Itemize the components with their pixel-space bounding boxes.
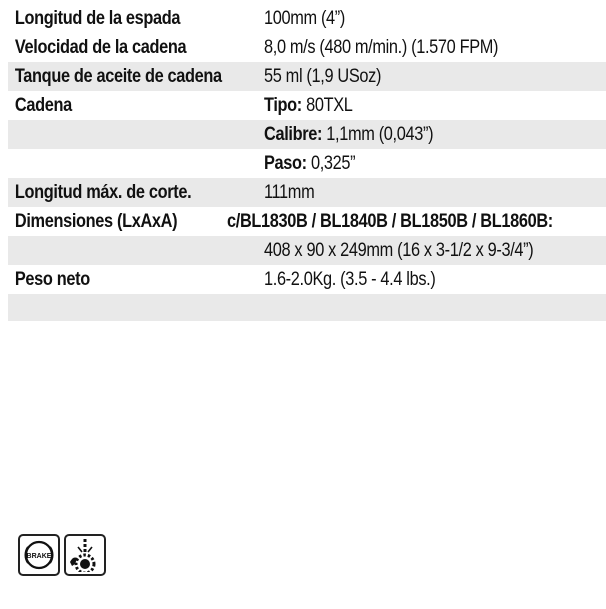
spec-value: 80TXL: [301, 94, 353, 116]
spec-row-empty: [8, 294, 606, 321]
spec-label: Longitud de la espada: [14, 7, 181, 29]
brake-icon-text: BRAKE: [26, 553, 52, 560]
spec-row-chain-type: [8, 91, 606, 120]
feature-icons: [18, 534, 106, 576]
brake-icon-graphic: [22, 538, 56, 572]
spec-label: Velocidad de la cadena: [14, 36, 187, 58]
spec-value: 1.6-2.0Kg. (3.5 - 4.4 lbs.): [264, 268, 436, 290]
spec-value: 100mm (4”): [264, 7, 346, 29]
spec-value: 408 x 90 x 249mm (16 x 3-1/2 x 9-3/4”): [264, 239, 534, 261]
spec-value: 8,0 m/s (480 m/min.) (1.570 FPM): [264, 36, 499, 58]
spec-row-bar-length: [8, 4, 606, 33]
spec-label: Tanque de aceite de cadena: [14, 65, 222, 87]
spec-value: c/BL1830B / BL1840B / BL1850B / BL1860B:: [227, 210, 553, 232]
spec-row-chain-gauge: [8, 120, 606, 149]
spec-value-group: [264, 95, 353, 117]
spec-value: 111mm: [264, 181, 315, 203]
spec-value-group: [264, 153, 355, 175]
spec-table: [8, 4, 606, 321]
spec-label: Peso neto: [14, 268, 90, 290]
spec-label: Cadena: [14, 94, 72, 116]
spec-label: Longitud máx. de corte.: [14, 181, 192, 203]
spec-row-net-weight: [8, 265, 606, 294]
spec-row-chain-speed: [8, 33, 606, 62]
spec-key: Tipo:: [264, 94, 302, 116]
spec-key: Paso:: [264, 152, 307, 174]
chain-lubrication-icon-graphic: [68, 538, 102, 572]
spec-value: 0,325”: [306, 152, 356, 174]
spec-value: 1,1mm (0,043”): [322, 123, 434, 145]
spec-row-dimensions: [8, 207, 606, 236]
spec-row-oil-tank: [8, 62, 606, 91]
spec-value: 55 ml (1,9 USoz): [264, 65, 382, 87]
spec-row-cutting-length: [8, 178, 606, 207]
spec-row-chain-pitch: [8, 149, 606, 178]
spec-row-dimensions-values: [8, 236, 606, 265]
spec-label: Dimensiones (LxAxA): [14, 210, 178, 232]
chain-lubrication-icon: [64, 534, 106, 576]
spec-value-group: [264, 124, 433, 146]
spec-key: Calibre:: [264, 123, 323, 145]
brake-icon: [18, 534, 60, 576]
